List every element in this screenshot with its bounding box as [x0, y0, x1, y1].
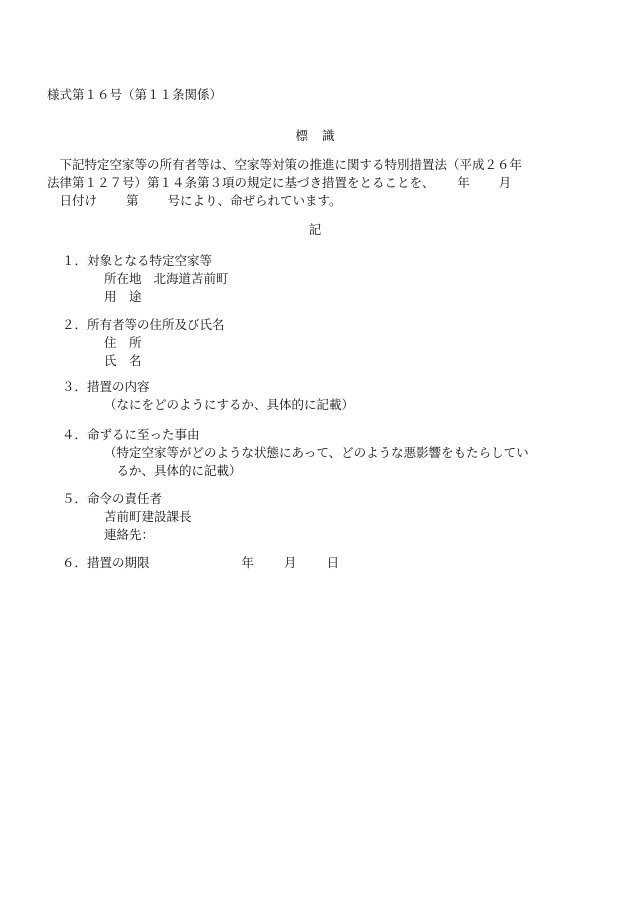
notice-paragraph	[47, 156, 587, 210]
usage-row	[62, 288, 592, 306]
location-value: 北海道苫前町	[153, 271, 229, 286]
responsible-department: 苫前町建設課長	[104, 509, 192, 524]
note-line: （なにをどのようにするか、具体的に記載）	[104, 397, 355, 412]
section-title: 命令の責任者	[87, 491, 163, 506]
section-5-responsible	[62, 490, 592, 544]
deadline-day: 日	[326, 555, 340, 570]
notice-line-1: 下記特定空家等の所有者等は、空家等対策の推進に関する特別措置法（平成２６年	[47, 157, 523, 172]
section-heading	[62, 554, 592, 572]
contact-row	[62, 526, 592, 544]
name-row	[62, 352, 592, 370]
section-title: 措置の内容	[87, 379, 150, 394]
section-title: 所有者等の住所及び氏名	[87, 317, 225, 332]
section-6-deadline	[62, 554, 592, 572]
section-3-measures	[62, 378, 592, 414]
section-number: ３．	[62, 379, 88, 394]
section-number: ６．	[62, 555, 88, 570]
section-2-owner	[62, 316, 592, 370]
note-line: るか、具体的に記載）	[104, 463, 242, 478]
section-heading	[62, 490, 592, 508]
section-heading	[62, 426, 592, 444]
section-number: ４．	[62, 427, 88, 442]
section-note	[62, 396, 592, 414]
section-title: 対象となる特定空家等	[87, 253, 213, 268]
section-number: １．	[62, 253, 88, 268]
section-heading	[62, 316, 592, 334]
address-label: 住 所	[104, 335, 142, 350]
note-line: （特定空家等がどのような状態にあって、どのような悪影響をもたらしてい	[104, 445, 529, 460]
notice-line-3: 日付け 第 号により、命ぜられています。	[47, 193, 342, 208]
location-row	[62, 270, 592, 288]
ki-heading: 記	[308, 222, 322, 237]
form-number: 様式第１６号（第１１条関係）	[47, 87, 223, 102]
deadline-year: 年	[241, 555, 255, 570]
deadline-month: 月	[284, 555, 297, 570]
section-1-target-property	[62, 252, 592, 306]
document-title: 標識	[295, 128, 349, 143]
section-number: ５．	[62, 491, 88, 506]
section-heading	[62, 252, 592, 270]
section-title: 措置の期限	[87, 555, 150, 570]
section-note	[62, 444, 592, 480]
section-heading	[62, 378, 592, 396]
name-label: 氏 名	[104, 353, 142, 368]
section-4-reason	[62, 426, 592, 480]
usage-label: 用 途	[104, 289, 142, 304]
location-label: 所在地	[104, 271, 142, 286]
address-row	[62, 334, 592, 352]
notice-line-2: 法律第１２７号）第１４条第３項の規定に基づき措置をとることを、 年 月	[47, 175, 512, 190]
section-title: 命ずるに至った事由	[87, 427, 200, 442]
contact-label: 連絡先：	[104, 527, 155, 542]
section-number: ２．	[62, 317, 88, 332]
